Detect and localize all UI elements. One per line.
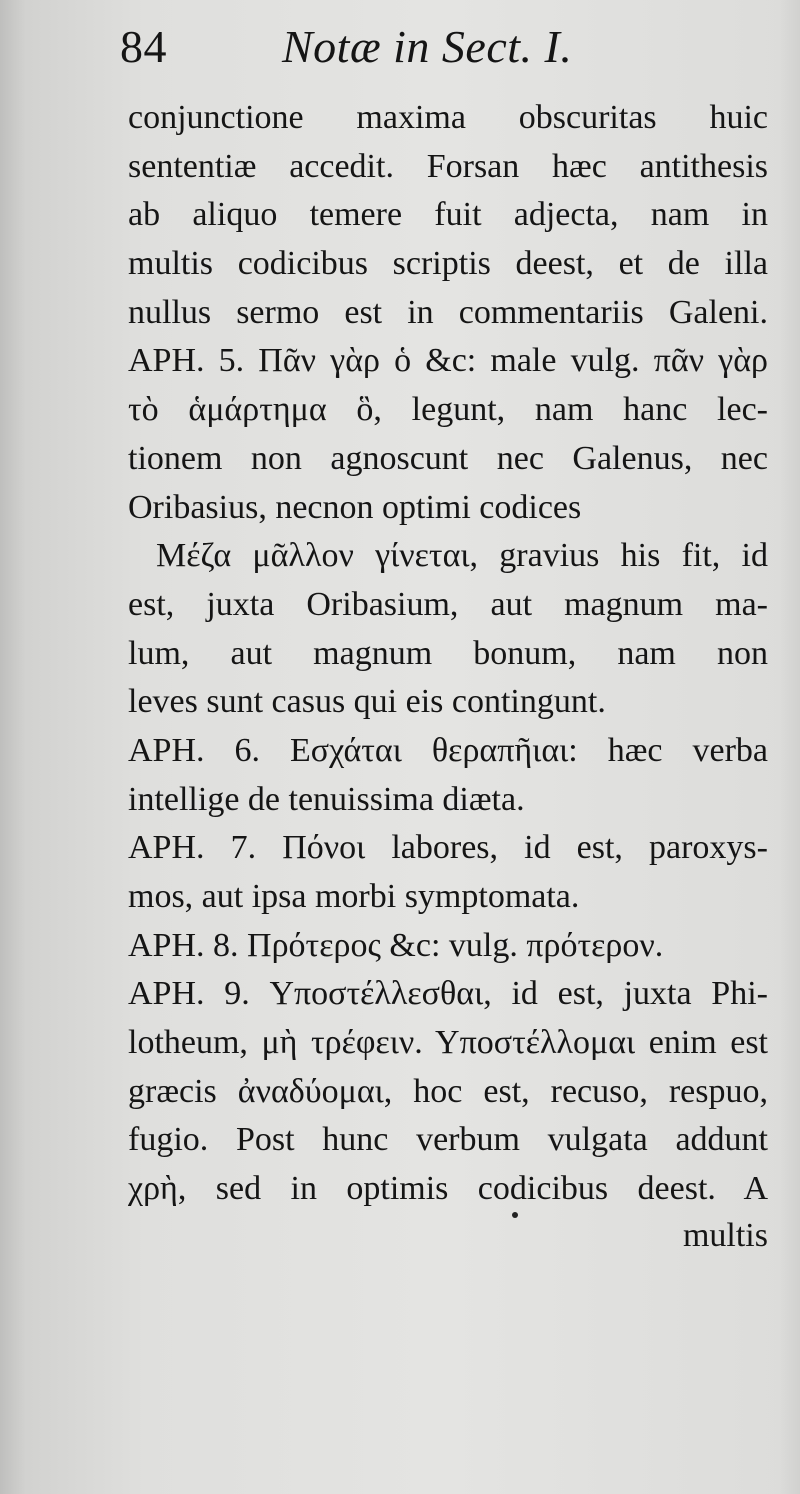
text-line-18: APH. 8. Πρότερος &c: vulg. πρότερον.	[128, 926, 664, 964]
page-left-shadow	[0, 0, 26, 1494]
page-number: 84	[120, 21, 167, 72]
text-line-15: intellige de tenuissima diæta.	[128, 780, 525, 818]
text-line-20: lotheum, μὴ τρέφειν. Υποστέλλομαι enim est	[128, 1024, 768, 1062]
text-line-23: χρὴ, sed in optimis codicibus deest. A	[128, 1170, 768, 1208]
text-line-13: leves sunt casus qui eis contingunt.	[128, 683, 606, 721]
catchword: multis	[682, 1217, 768, 1254]
text-line-17: mos, aut ipsa morbi symptomata.	[128, 878, 580, 915]
ink-speck	[512, 1212, 518, 1218]
text-line-9: Oribasius, necnon optimi codices	[128, 488, 582, 526]
text-line-12: lum, aut magnum bonum, nam non	[128, 634, 768, 672]
text-line-5: nullus sermo est in commentariis Galeni.	[128, 293, 768, 331]
text-line-6: APH. 5. Πᾶν γὰρ ὁ &c: male vulg. πᾶν γὰρ	[128, 342, 768, 380]
text-line-21: græcis ἀναδύομαι, hoc est, recuso, respuo,	[128, 1072, 768, 1110]
body-text	[128, 94, 768, 1214]
text-line-2: sententiæ accedit. Forsan hæc antithesis	[128, 147, 768, 185]
page-right-shadow	[778, 0, 800, 1494]
text-line-11: est, juxta Oribasium, aut magnum ma-	[128, 585, 768, 623]
text-line-8: tionem non agnoscunt nec Galenus, nec	[128, 439, 768, 477]
text-line-1: conjunctione maxima obscuritas huic	[128, 99, 768, 136]
text-line-22: fugio. Post hunc verbum vulgata addunt	[128, 1121, 768, 1159]
text-line-19: APH. 9. Υποστέλλεσθαι, id est, juxta Phi-	[128, 975, 768, 1013]
text-line-14: APH. 6. Εσχάται θεραπῆιαι: hæc verba	[128, 731, 768, 769]
text-line-7: τὸ ἁμάρτημα ὃ, legunt, nam hanc lec-	[128, 391, 768, 429]
text-line-4: multis codicibus scriptis deest, et de illa	[128, 245, 768, 283]
text-line-10: Μέζα μᾶλλον γίνεται, gravius his fit, id	[156, 537, 768, 575]
page-header	[120, 18, 640, 76]
running-head: Notæ in Sect. I.	[282, 21, 573, 72]
text-line-3: ab aliquo temere fuit adjecta, nam in	[128, 196, 768, 234]
text-line-16: APH. 7. Πόνοι labores, id est, paroxys-	[128, 829, 768, 867]
